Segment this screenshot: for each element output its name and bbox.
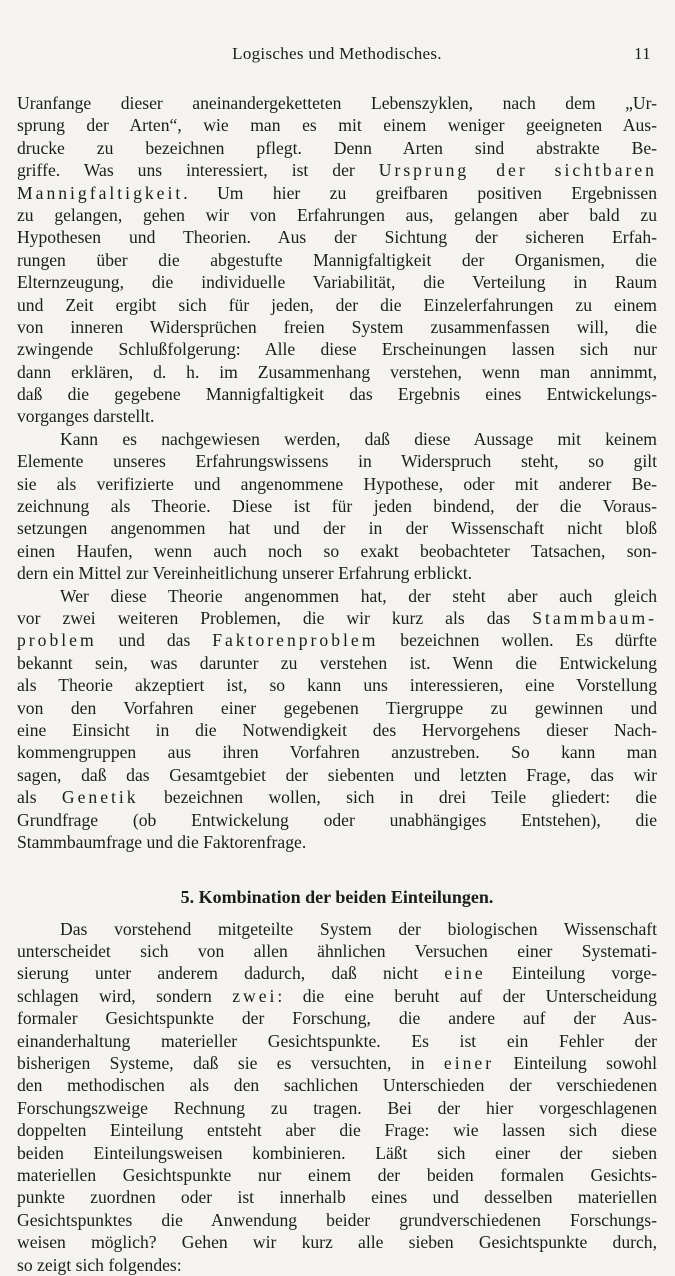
- text-line: bekannt sein, was darunter zu verstehen ist. Wenn die Entwickelung: [17, 652, 657, 673]
- paragraph-2: [17, 428, 657, 585]
- text-line: formaler Gesichtspunkte der Forschung, die andere auf der Aus-: [17, 1008, 657, 1029]
- text-line: [17, 962, 657, 984]
- text-line: kommengruppen aus ihren Vorfahren anzustreben. So kann man: [17, 742, 657, 763]
- text-line: Gesichtspunktes die Anwendung beider grundverschiedenen Forschungs-: [17, 1209, 657, 1230]
- spaced-emphasis: zwei: [232, 985, 278, 1006]
- text-line: setzungen angenommen hat und der in der Wissenschaft nicht bloß: [17, 518, 657, 539]
- text-line: von inneren Widersprüchen freien System zusammenfassen will, die: [17, 316, 657, 337]
- text-line: so zeigt sich folgendes:: [17, 1254, 182, 1275]
- text-line: von den Vorfahren einer gegebenen Tiergruppe zu gewinnen und: [17, 697, 657, 718]
- text-line: dann erklären, d. h. im Zusammenhang verstehen, wenn man annimmt,: [17, 361, 657, 382]
- text-run: vor zwei weiteren Problemen, die wir kurz als das: [17, 607, 533, 628]
- text-run: Einteilung sowohl: [494, 1053, 657, 1074]
- text-line: sie als verifizierte und angenommene Hypothese, oder mit anderer Be-: [17, 473, 657, 494]
- text-run: schlagen wird, sondern: [17, 985, 233, 1006]
- text-line: und Zeit ergibt sich für jeden, der die Einzelerfahrungen zu einem: [17, 294, 657, 315]
- paragraph-1: [17, 92, 657, 428]
- text-line: Elternzeugung, die individuelle Variabilität, die Verteilung in Raum: [17, 272, 657, 293]
- paragraph-3: [17, 585, 657, 854]
- running-head: [17, 44, 657, 68]
- text-run: Einteilung vorge-: [485, 963, 657, 984]
- text-line: vorganges darstellt.: [17, 406, 155, 427]
- spaced-emphasis: problem: [17, 630, 97, 651]
- spaced-emphasis: Faktorenproblem: [212, 630, 379, 651]
- text-line: [17, 629, 657, 651]
- text-line: doppelten Einteilung entsteht aber die Frage: wie lassen sich diese: [17, 1120, 657, 1141]
- text-line: [17, 607, 657, 629]
- body-text: [17, 92, 657, 1276]
- spaced-emphasis: Stammbaum-: [532, 607, 657, 628]
- text-line: einen Haufen, wenn auch noch so exakt beobachteter Tatsachen, son-: [17, 540, 657, 561]
- text-line: [17, 159, 657, 181]
- text-line: einanderhaltung materieller Gesichtspunkte. Es ist ein Fehler der: [17, 1030, 657, 1051]
- text-line: Grundfrage (ob Entwickelung oder unabhängiges Entstehen), die: [17, 809, 657, 830]
- spaced-emphasis: einer: [443, 1053, 495, 1074]
- text-line: zeichnung als Theorie. Diese ist für jeden bindend, der die Voraus-: [17, 496, 657, 517]
- text-line: als Theorie akzeptiert ist, so kann uns interessieren, eine Vorstellung: [17, 675, 657, 696]
- text-line: dern ein Mittel zur Vereinheitlichung unserer Erfahrung erblickt.: [17, 563, 472, 584]
- section-heading: 5. Kombination der beiden Einteilungen.: [180, 887, 494, 908]
- text-run: als: [17, 787, 62, 808]
- text-run: bezeichnen wollen. Es dürfte: [378, 630, 657, 651]
- text-line: [17, 786, 657, 808]
- text-line: [17, 182, 657, 204]
- text-line: Elemente unseres Erfahrungswissens in Widerspruch steht, so gilt: [17, 451, 657, 472]
- text-line: Forschungszweige Rechnung zu tragen. Bei der hier vorgeschlagenen: [17, 1097, 657, 1118]
- text-line: Hypothesen und Theorien. Aus der Sichtung der sicheren Erfah-: [17, 227, 657, 248]
- text-run: bisherigen Systeme, daß sie es versuchten, in: [17, 1053, 444, 1074]
- text-line: sprung der Arten“, wie man es mit einem weniger geeigneten Aus-: [17, 115, 657, 136]
- text-line: Das vorstehend mitgeteilte System der biologischen Wissenschaft: [60, 918, 657, 939]
- text-line: sagen, daß das Gesamtgebiet der siebenten und letzten Frage, das wir: [17, 764, 657, 785]
- text-run: . Um hier zu greifbaren positiven Ergebnissen: [183, 182, 657, 203]
- text-line: Stammbaumfrage und die Faktorenfrage.: [17, 831, 307, 852]
- text-line: materiellen Gesichtspunkte nur einem der beiden formalen Gesichts-: [17, 1164, 657, 1185]
- running-head-title: Logisches und Methodisches.: [232, 44, 442, 63]
- text-line: zwingende Schlußfolgerung: Alle diese Erscheinungen lassen sich nur: [17, 339, 657, 360]
- text-line: zu gelangen, gehen wir von Erfahrungen aus, gelangen aber bald zu: [17, 204, 657, 225]
- book-page: [17, 0, 657, 1275]
- text-line: Uranfange dieser aneinandergeketteten Lebenszyklen, nach dem „Ur-: [17, 93, 657, 113]
- text-line: weisen möglich? Gehen wir kurz alle sieben Gesichtspunkte durch,: [17, 1232, 657, 1253]
- text-line: punkte zuordnen oder ist innerhalb eines und desselben materiellen: [17, 1187, 657, 1208]
- text-line: eine Einsicht in die Notwendigkeit des Hervorgehens dieser Nach-: [17, 719, 657, 740]
- page-number: 11: [634, 44, 651, 63]
- spaced-emphasis: Ursprung der sichtbaren: [378, 160, 657, 181]
- spaced-emphasis: Mannigfaltigkeit: [17, 182, 184, 203]
- text-line: unterscheidet sich von allen ähnlichen Versuchen einer Systemati-: [17, 941, 657, 962]
- text-line: den methodischen als den sachlichen Unterschieden der verschiedenen: [17, 1075, 657, 1096]
- text-run: bezeichnen wollen, sich in drei Teile gliedert: die: [138, 787, 657, 808]
- text-line: drucke zu bezeichnen pflegt. Denn Arten sind abstrakte Be-: [17, 137, 657, 158]
- text-run: sierung unter anderem dadurch, daß nicht: [17, 963, 445, 984]
- text-line: Wer diese Theorie angenommen hat, der steht aber auch gleich: [60, 585, 657, 606]
- text-line: Kann es nachgewiesen werden, daß diese Aussage mit keinem: [60, 428, 657, 449]
- spaced-emphasis: eine: [444, 963, 486, 984]
- paragraph-4: [17, 918, 657, 1276]
- text-line: [17, 985, 657, 1007]
- text-line: [17, 1052, 657, 1074]
- text-run: : die eine beruht auf der Unterscheidung: [277, 985, 657, 1006]
- text-line: rungen über die abgestufte Mannigfaltigkeit der Organismen, die: [17, 249, 657, 270]
- spaced-emphasis: Genetik: [61, 787, 139, 808]
- text-line: daß die gegebene Mannigfaltigkeit das Ergebnis eines Entwickelungs-: [17, 384, 657, 405]
- text-line: beiden Einteilungsweisen kombinieren. Läßt sich einer der sieben: [17, 1142, 657, 1163]
- text-run: und das: [96, 630, 213, 651]
- text-run: griffe. Was uns interessiert, ist der: [17, 160, 379, 181]
